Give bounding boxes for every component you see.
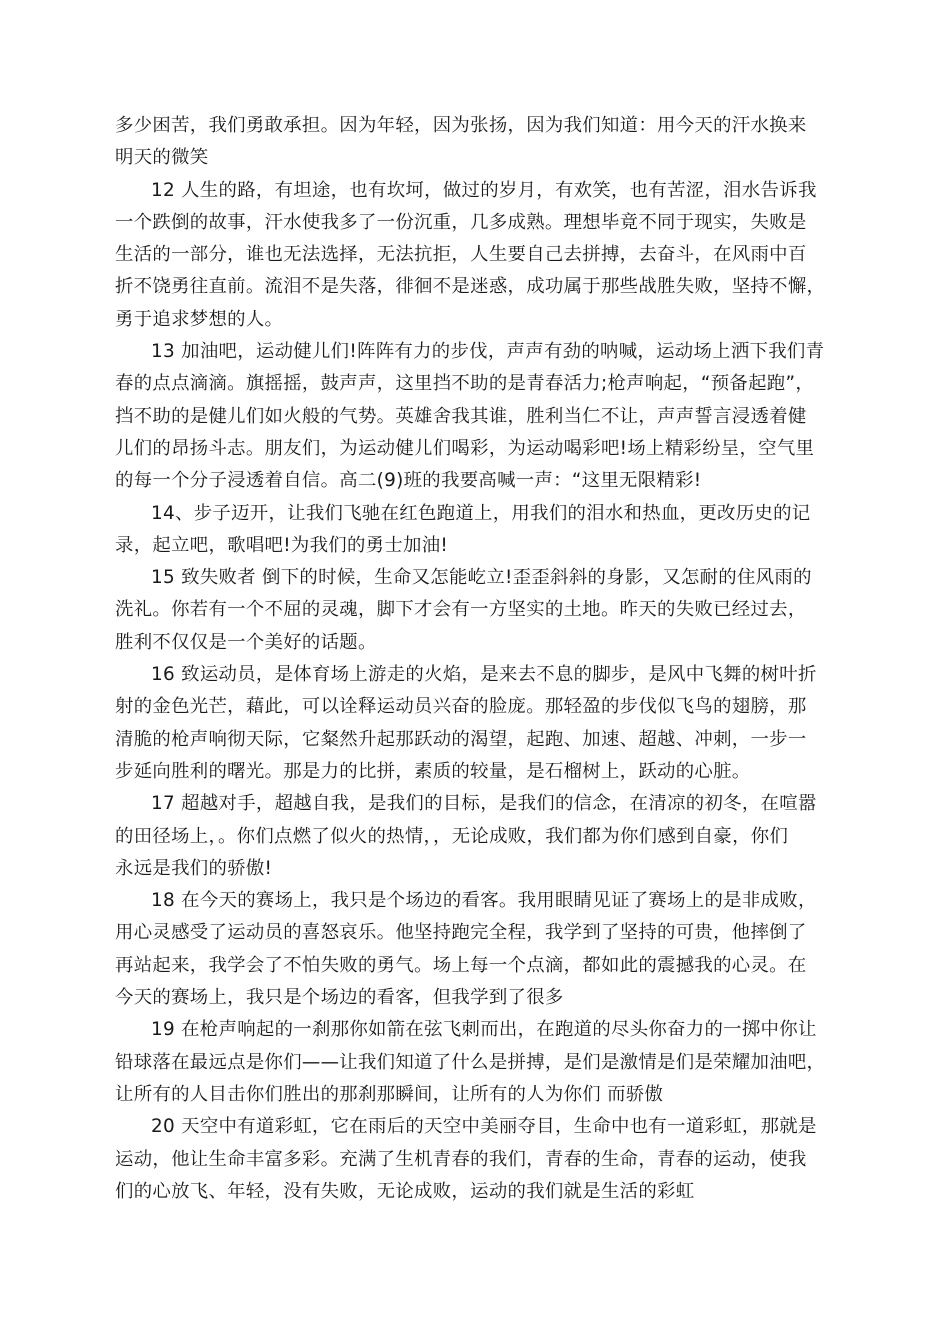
text-line: 20 天空中有道彩虹，它在雨后的天空中美丽夺目，生命中也有一道彩虹，那就是 bbox=[151, 1116, 817, 1138]
text-line: 16 致运动员，是体育场上游走的火焰，是来去不息的脚步，是风中飞舞的树叶折 bbox=[151, 664, 817, 686]
text-line: 勇于追求梦想的人。 bbox=[115, 308, 284, 330]
text-line: 15 致失败者 倒下的时候，生命又怎能屹立!歪歪斜斜的身影，又怎耐的住风雨的 bbox=[151, 567, 812, 589]
text-line: 再站起来，我学会了不怕失败的勇气。场上每一个点滴，都如此的震撼我的心灵。在 bbox=[115, 954, 807, 976]
text-line: 们的心放飞、年轻，没有失败，无论成败，运动的我们就是生活的彩虹 bbox=[115, 1180, 695, 1202]
document-body bbox=[115, 110, 835, 1208]
text-line: 一个跌倒的故事，汗水使我多了一份沉重，几多成熟。理想毕竟不同于现实，失败是 bbox=[115, 211, 807, 233]
text-line: 今天的赛场上，我只是个场边的看客，但我学到了很多 bbox=[115, 987, 564, 1009]
text-line: 步延向胜利的曙光。那是力的比拼，素质的较量，是石榴树上，跃动的心脏。 bbox=[115, 760, 751, 782]
paragraph-continuation bbox=[115, 110, 835, 175]
paragraph-17 bbox=[115, 788, 835, 885]
text-line: 洗礼。你若有一个不屈的灵魂，脚下才会有一方坚实的土地。昨天的失败已经过去， bbox=[115, 599, 807, 621]
text-line: 明天的微笑 bbox=[115, 147, 209, 169]
paragraph-20 bbox=[115, 1111, 835, 1208]
text-line: 挡不助的是健儿们如火般的气势。英雄舍我其谁，胜利当仁不让，声声誓言浸透着健 bbox=[115, 405, 807, 427]
text-line: 用心灵感受了运动员的喜怒哀乐。他坚持跑完全程，我学到了坚持的可贵，他摔倒了 bbox=[115, 922, 807, 944]
text-line: 清脆的枪声响彻天际，它粲然升起那跃动的渴望，起跑、加速、超越、冲刺，一步一 bbox=[115, 728, 807, 750]
text-line: 春的点点滴滴。旗摇摇，鼓声声，这里挡不助的是青春活力;枪声响起，“预备起跑”， bbox=[115, 373, 815, 395]
paragraph-12 bbox=[115, 175, 835, 336]
text-line: 的每一个分子浸透着自信。高二(9)班的我要高喊一声：“这里无限精彩! bbox=[115, 470, 702, 492]
text-line: 生活的一部分，谁也无法选择，无法抗拒，人生要自己去拼搏，去奋斗，在风雨中百 bbox=[115, 244, 807, 266]
text-line: 12 人生的路，有坦途，也有坎坷，做过的岁月，有欢笑，也有苦涩，泪水告诉我 bbox=[151, 179, 817, 201]
text-line: 胜利不仅仅是一个美好的话题。 bbox=[115, 631, 377, 653]
text-line: 运动，他让生命丰富多彩。充满了生机青春的我们，青春的生命，青春的运动，使我 bbox=[115, 1148, 807, 1170]
text-line: 13 加油吧，运动健儿们!阵阵有力的步伐，声声有劲的呐喊，运动场上洒下我们青 bbox=[151, 341, 825, 363]
paragraph-15 bbox=[115, 562, 835, 659]
text-line: 18 在今天的赛场上，我只是个场边的看客。我用眼睛见证了赛场上的是非成败， bbox=[151, 890, 817, 912]
text-line: 永远是我们的骄傲! bbox=[115, 857, 273, 879]
text-line: 多少困苦，我们勇敢承担。因为年轻，因为张扬，因为我们知道：用今天的汗水换来 bbox=[115, 115, 807, 136]
paragraph-16 bbox=[115, 659, 835, 788]
text-line: 铅球落在最远点是你们——让我们知道了什么是拼搏，是们是激情是们是荣耀加油吧， bbox=[115, 1051, 826, 1073]
text-line: 折不饶勇往直前。流泪不是失落，徘徊不是迷惑，成功属于那些战胜失败，坚持不懈， bbox=[115, 276, 826, 298]
text-line: 射的金色光芒，藉此，可以诠释运动员兴奋的脸庞。那轻盈的步伐似飞鸟的翅膀，那 bbox=[115, 696, 807, 718]
text-line: 让所有的人目击你们胜出的那刹那瞬间，让所有的人为你们 而骄傲 bbox=[115, 1083, 664, 1105]
paragraph-14 bbox=[115, 498, 835, 563]
text-line: 17 超越对手，超越自我，是我们的目标，是我们的信念，在清凉的初冬，在喧嚣 bbox=[151, 793, 817, 815]
text-line: 的田径场上，。你们点燃了似火的热情，，无论成败，我们都为你们感到自豪，你们 bbox=[115, 825, 789, 847]
paragraph-18 bbox=[115, 885, 835, 1014]
text-line: 录，起立吧，歌唱吧!为我们的勇士加油! bbox=[115, 534, 449, 556]
text-line: 儿们的昂扬斗志。朋友们，为运动健儿们喝彩，为运动喝彩吧!场上精彩纷呈，空气里 bbox=[115, 437, 815, 459]
paragraph-13 bbox=[115, 336, 835, 497]
paragraph-19 bbox=[115, 1014, 835, 1111]
text-line: 14、步子迈开，让我们飞驰在红色跑道上，用我们的泪水和热血，更改历史的记 bbox=[151, 502, 811, 524]
text-line: 19 在枪声响起的一刹那你如箭在弦飞刺而出，在跑道的尽头你奋力的一掷中你让 bbox=[151, 1019, 817, 1041]
